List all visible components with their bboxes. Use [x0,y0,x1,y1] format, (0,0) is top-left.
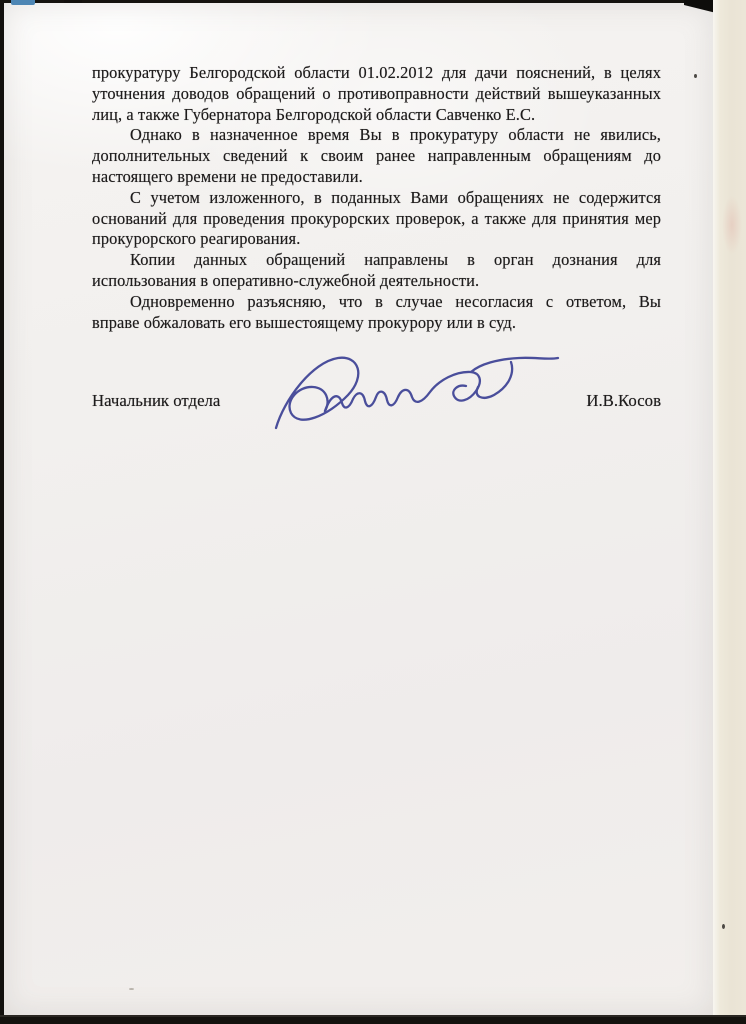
scan-edge-top [0,0,713,3]
signer-role-label: Начальник отдела [92,391,221,410]
scan-side-strip [713,0,746,1024]
document-line: Одновременно разъясняю, что в случае несогласия с ответом, Вы [130,291,661,311]
document-line: С учетом изложенного, в поданных Вами обращениях не содержится [130,187,661,207]
document-line: лиц, а также Губернатора Белгородской области Савченко Е.С. [92,104,536,124]
document-line: Копии данных обращений направлены в орган дознания для [130,250,661,270]
scan-side-smudge [722,195,742,255]
scan-page [4,3,714,1016]
scan-blue-mark [11,0,35,5]
scan-edge-bottom [0,1015,746,1024]
document-line: прокурорского реагирования. [92,229,301,249]
document-line: дополнительных сведений к своим ранее направленным обращениям до [92,146,661,166]
scan-speck [129,988,134,990]
handwritten-signature-icon [268,346,566,448]
scan-speck [722,924,725,929]
scan-speck [694,74,697,78]
document-line: настоящего времени не предоставили. [92,166,363,186]
document-line: вправе обжаловать его вышестоящему прокурору или в суд. [92,312,517,332]
document-line: Однако в назначенное время Вы в прокуратуру области не явились, [130,125,661,145]
signer-name-label: И.В.Косов [586,391,661,410]
letter-body [92,63,661,333]
document-line: оснований для проведения прокурорских проверок, а также для принятия мер [92,208,661,228]
document-line: прокуратуру Белгородской области 01.02.2012 для дачи пояснений, в целях [92,63,661,82]
document-line: использования в оперативно-служебной деятельности. [92,270,480,290]
document-line: уточнения доводов обращений о противоправности действий вышеуказанных [92,83,661,103]
